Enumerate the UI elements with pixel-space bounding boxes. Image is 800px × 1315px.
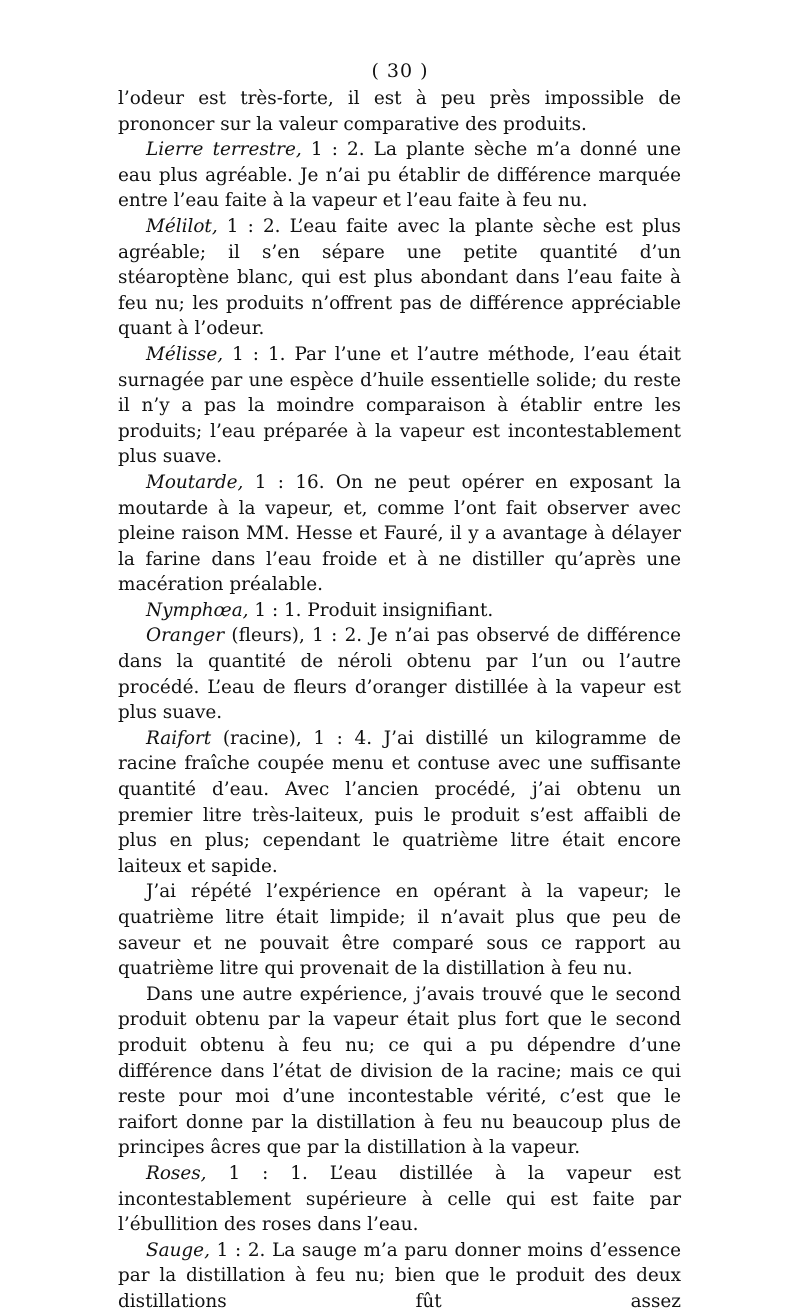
entry-text: 1 : 2. La sauge m’a paru donner moins d’essence par la distillation à feu nu; bien que le produit des deux distillations fût assez xyxy=(118,1239,681,1312)
entry-lierre-terrestre xyxy=(118,137,681,214)
entry-term: Lierre terrestre, xyxy=(146,139,302,161)
entry-raifort xyxy=(118,726,681,880)
entry-moutarde xyxy=(118,470,681,598)
entry-text: (fleurs), 1 : 2. Je n’ai pas observé de différence dans la quantité de néroli obtenu par l’un ou l’autre procédé. L’eau de fleurs d’oranger distillée à la vapeur est plus suave. xyxy=(118,625,681,724)
entry-text: 1 : 1. Par l’une et l’autre méthode, l’eau était surnagée par une espèce d’huile essentielle solide; du reste il n’y a pas la moindre comparaison à établir entre les produits; l’eau préparée à la vapeur est incontestablement plus suave. xyxy=(118,343,681,468)
body-text xyxy=(118,86,681,1315)
entry-text: 1 : 1. Produit insignifiant. xyxy=(248,599,494,621)
entry-term: Oranger xyxy=(146,625,225,647)
paragraph-raifort-experience xyxy=(118,982,681,1161)
entry-nymphaea xyxy=(118,598,681,624)
page-number: ( 30 ) xyxy=(371,60,429,82)
entry-melisse xyxy=(118,342,681,470)
entry-term: Nymphœa, xyxy=(146,599,249,621)
entry-text: 1 : 2. L’eau faite avec la plante sèche est plus agréable; il s’en sépare une petite quantité d’un stéaroptène blanc, qui est plus abondant dans l’eau faite à feu nu; les produits n’offrent pas de différence appréciable quant à l’odeur. xyxy=(118,215,681,340)
entry-term: Roses, xyxy=(146,1162,207,1184)
paragraph-raifort-vapeur xyxy=(118,879,681,981)
entry-sauge xyxy=(118,1238,681,1315)
entry-oranger xyxy=(118,623,681,725)
paragraph-text: J’ai répété l’expérience en opérant à la vapeur; le quatrième litre était limpide; il n’avait plus que peu de saveur et ne pouvait être comparé sous ce rapport au quatrième litre qui provenait de la distillation à feu nu. xyxy=(118,881,681,980)
entry-term: Moutarde, xyxy=(146,471,244,493)
entry-text: 1 : 16. On ne peut opérer en exposant la moutarde à la vapeur, et, comme l’ont fait observer avec pleine raison MM. Hesse et Fauré, il y a avantage à délayer la farine dans l’eau froide et à ne distiller qu’après une macération préalable. xyxy=(118,471,681,596)
entry-term: Raifort xyxy=(146,727,212,749)
entry-text: (racine), 1 : 4. J’ai distillé un kilogramme de racine fraîche coupée menu et contuse avec une suffisante quantité d’eau. Avec l’ancien procédé, j’ai obtenu un premier litre très-laiteux, puis le produit s’est affaibli de plus en plus; cependant le quatrième litre était encore laiteux et sapide. xyxy=(118,727,681,877)
entry-text: 1 : 1. L’eau distillée à la vapeur est incontestablement supérieure à celle qui est faite par l’ébullition des roses dans l’eau. xyxy=(118,1162,681,1236)
entry-roses xyxy=(118,1161,681,1238)
entry-term: Sauge, xyxy=(146,1239,210,1261)
entry-term: Mélisse, xyxy=(146,343,224,365)
paragraph-text: Dans une autre expérience, j’avais trouvé que le second produit obtenu par la vapeur était plus fort que le second produit obtenu à feu nu; ce qui a pu dépendre d’une différence dans l’état de division de la racine; mais ce qui reste pour moi d’une incontestable vérité, c’est que le raifort donne par la distillation à feu nu beaucoup plus de principes âcres que par la distillation à la vapeur. xyxy=(118,983,681,1159)
entry-term: Mélilot, xyxy=(146,215,218,237)
paragraph-text: l’odeur est très-forte, il est à peu près impossible de prononcer sur la valeur comparative des produits. xyxy=(118,88,681,135)
paragraph-continuation xyxy=(118,86,681,137)
entry-melilot xyxy=(118,214,681,342)
entry-text: 1 : 2. La plante sèche m’a donné une eau plus agréable. Je n’ai pu établir de différence marquée entre l’eau faite à la vapeur et l’eau faite à feu nu. xyxy=(118,139,681,212)
